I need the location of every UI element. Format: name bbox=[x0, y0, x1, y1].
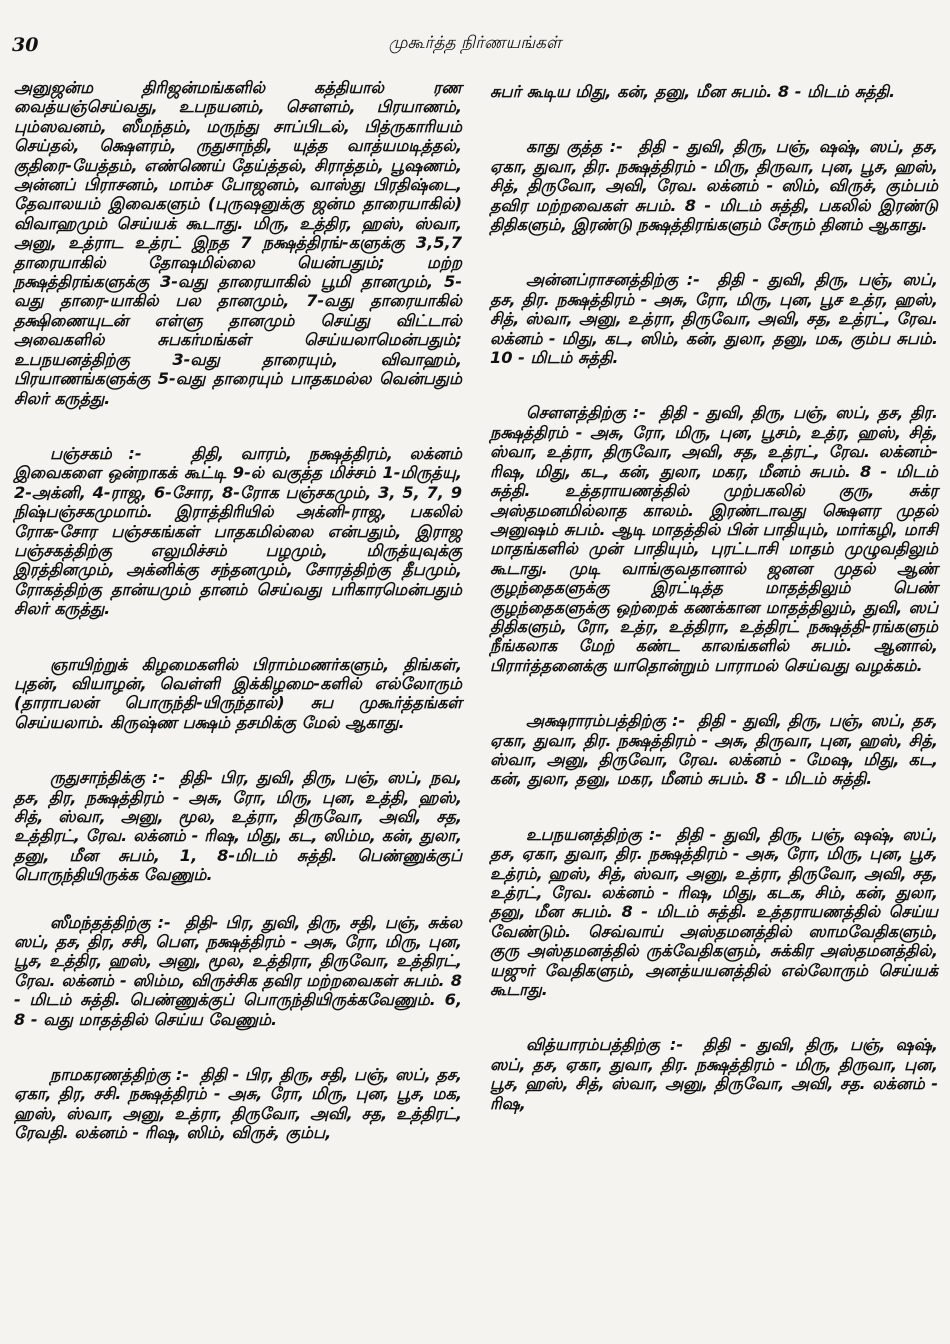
paragraph-aksharaarambam bbox=[490, 711, 938, 789]
paragraph-tara-rules: அனுஜன்ம திரிஜன்மங்களில் கத்தியால் ரண வைத்யஞ்செய்வது, உபநயனம், சௌளம், பிரயாணம், பும்ஸவனம், ஸீமந்தம், மருந்து சாப்பிடல், பித்ருகாரியம் செய்தல், க்ஷௌரம், ருதுசாந்தி, யுத்த வாத்யமடித்தல், குதிரை-யேத்தம், எண்ணெய் தேய்த்தல், சிராத்தம், பூஷணம், அன்னப் பிராசனம், மாம்ச போஜனம், வாஸ்து பிரதிஷ்டை, தேவாலயம் இவைகளும் (புருஷனுக்கு ஜன்ம தாரையாகில்) விவாஹமும் செய்யக் கூடாது. மிரு, உத்திர, ஹஸ், ஸ்வா, அனு, உத்ராட உத்ரட் இநத 7 நக்ஷத்திரங்-களுக்கு 3,5,7 தாரையாகில் தோஷமில்லை யென்பதும்; மற்ற நக்ஷத்திரங்களுக்கு 3-வது தாரையாகில் பூமி தானமும், 5-வது தாரை-யாகில் பல தானமும், 7-வது தாரையாகில் தக்ஷிணையுடன் எள்ளு தானமும் செய்து விட்டால் அவைகளில் சுபகர்மங்கள் செய்யலாமென்பதும்; உபநயனத்திற்கு 3-வது தாரையும், விவாஹம், பிரயாணங்களுக்கு 5-வது தாரையும் பாதகமல்ல வென்பதும் சிலர் கருத்து. bbox=[14, 78, 462, 408]
left-column bbox=[14, 78, 462, 1143]
running-title: முகூர்த்த நிர்ணயங்கள் bbox=[388, 33, 562, 53]
paragraph-namakaranam bbox=[14, 1065, 462, 1143]
paragraph-seemantham bbox=[14, 913, 462, 1029]
paragraph-kaathu-kutha bbox=[490, 137, 938, 234]
section-title-chaulam: சௌளத்திற்கு :- bbox=[526, 403, 646, 423]
section-body-namakaranam: திதி - பிர, திரு, சதி, பஞ், ஸப், தச, ஏகா, திர, சசி. நக்ஷத்திரம் - அசு, ரோ, மிரு, புன, பூச, மக, ஹஸ், ஸ்வா, அனு, உத்ரா, திருவோ, அவி, சத, உத்திரட், ரேவதி. லக்னம் - ரிஷ, ஸிம், விருச், கும்ப, bbox=[14, 1065, 463, 1143]
paragraph-ruthusanthi bbox=[14, 768, 462, 884]
section-title-vidyarambam: வித்யாரம்பத்திற்கு :- bbox=[526, 1035, 684, 1055]
paragraph-continuation: சுபர் கூடிய மிது, கன், தனு, மீன சுபம். 8 - மிடம் சுத்தி. bbox=[490, 82, 896, 101]
page-header bbox=[12, 30, 938, 60]
section-title-namakaranam: நாமகரணத்திற்கு :- bbox=[50, 1065, 190, 1085]
paragraph-annaprasanam bbox=[490, 270, 938, 367]
page-number: 30 bbox=[12, 34, 39, 56]
paragraph-upanayanam bbox=[490, 825, 938, 1000]
paragraph-weekdays: ஞாயிற்றுக் கிழமைகளில் பிராம்மணர்களும், திங்கள், புதன், வியாழன், வெள்ளி இக்கிழமை-களில் எல்லோரும் (தாராபலன் பொருந்தி-யிருந்தால்) சுப முகூர்த்தங்கள் செய்யலாம். கிருஷ்ண பக்ஷம் தசமிக்கு மேல் ஆகாது. bbox=[14, 654, 462, 732]
section-title-ruthusanthi: ருதுசாந்திக்கு :- bbox=[50, 768, 166, 788]
section-body-seemantham: திதி- பிர, துவி, திரு, சதி, பஞ், சுக்ல ஸப், தச, திர, சசி, பௌ, நக்ஷத்திரம் - அசு, ரோ, மிரு, புன, பூச, உத்திர, ஹஸ், அனு, மூல, உத்திரா, திருவோ, உத்திரட், ரேவ. லக்னம் - ஸிம்ம, விருச்சிக தவிர மற்றவைகள் சுபம். 8 - மிடம் சுத்தி. பெண்ணுக்குப் பொருந்தியிருக்கவேணும். 6, 8 - வது மாதத்தில் செய்ய வேணும். bbox=[14, 912, 462, 1029]
section-body-annaprasanam: திதி - துவி, திரு, பஞ், ஸப், தச, திர. நக்ஷத்திரம் - அசு, ரோ, மிரு, புன, பூச உத்ர, ஹஸ், சித், ஸ்வா, அனு, உத்ரா, திருவோ, அவி, சத, உத்ரட், ரேவ. லக்னம் - மிது, கட, ஸிம், கன், துலா, தனு, மக, கும்ப சுபம். 10 - மிடம் சுத்தி. bbox=[490, 270, 938, 368]
paragraph-vidyarambam bbox=[490, 1035, 938, 1113]
section-body-upanayanam: திதி - துவி, திரு, பஞ், ஷஷ், ஸப், தச, ஏகா, துவா, திர. நக்ஷத்திரம் - அசு, ரோ, மிரு, புன, பூச, உத்ரம், ஹஸ், சித், ஸ்வா, அனு, உத்ரா, திருவோ, அவி, சத, உத்ரட், ரேவ. லக்னம் - ரிஷ, மிது, கடக, சிம், கன், துலா, தனு, மீன சுபம். 8 - மிடம் சுத்தி. உத்தராயணத்தில் செய்ய வேண்டும். செவ்வாய் அஸ்தமனத்தில் ஸாமவேதிகளும், குரு அஸ்தமனத்தில் ருக்வேதிகளும், சுக்கிர அஸ்தமனத்தில், யஜுர் வேதிகளும், அனத்யயனத்தில் எல்லோரும் செய்யக் கூடாது. bbox=[490, 824, 938, 1000]
paragraph-panchakam bbox=[14, 444, 462, 619]
paragraph-chaulam bbox=[490, 403, 938, 675]
section-title-seemantham: ஸீமந்தத்திற்கு :- bbox=[50, 912, 171, 932]
section-body-ruthusanthi: திதி- பிர, துவி, திரு, பஞ், ஸப், நவ, தச, திர, நக்ஷத்திரம் - அசு, ரோ, மிரு, புன, உத்தி, ஹஸ், சித், ஸ்வா, அனு, மூல, உத்ரா, திருவோ, அவி, சத, உத்திரட், ரேவ. லக்னம் - ரிஷ, மிது, கட, ஸிம்ம, கன், துலா, தனு, மீன சுபம், 1, 8-மிடம் சுத்தி. பெண்ணுக்குப் பொருந்தியிருக்க வேணும். bbox=[14, 768, 462, 885]
section-title-kaathu-kutha: காது குத்த :- bbox=[526, 137, 623, 157]
section-title-upanayanam: உபநயனத்திற்கு :- bbox=[526, 824, 663, 844]
section-title-aksharaarambam: அக்ஷராரம்பத்திற்கு :- bbox=[526, 711, 686, 731]
section-body-panchakam: திதி, வாரம், நக்ஷத்திரம், லக்னம் இவைகளை ஒன்றாகக் கூட்டி 9-ல் வகுத்த மிச்சம் 1-மிருத்யு, 2-அக்னி, 4-ராஜ, 6-சோர, 8-ரோக பஞ்சகமும், 3, 5, 7, 9 நிஷ்பஞ்சகமுமாம். இராத்திரியில் அக்னி-ராஜ, பகலில் ரோக-சோர பஞ்சகங்கள் பாதகமில்லை என்பதும், இராஜ பஞ்சகத்திற்கு எலுமிச்சம் பழமும், மிருத்யுவுக்கு இரத்தினமும், அக்னிக்கு சந்தனமும், சோரத்திற்கு தீபமும், ரோகத்திற்கு தான்யமும் தானம் செய்வது பரிகாரமென்பதும் சிலர் கருத்து. bbox=[14, 443, 462, 619]
section-title-annaprasanam: அன்னப்ராசனத்திற்கு :- bbox=[526, 270, 700, 290]
section-body-vidyarambam: திதி - துவி, திரு, பஞ், ஷஷ், ஸப், தச, ஏகா, துவா, திர. நக்ஷத்திரம் - மிரு, திருவா, புன, பூச, ஹஸ், சித், ஸ்வா, அனு, திருவோ, அவி, சத. லக்னம் - ரிஷ, bbox=[490, 1035, 938, 1113]
section-body-aksharaarambam: திதி - துவி, திரு, பஞ், ஸப், தச, ஏகா, துவா, திர. நக்ஷத்திரம் - அசு, திருவா, புன, ஹஸ், சித், ஸ்வா, அனு, திருவோ, ரேவ. லக்னம் - மேஷ, மிது, கட, கன், துலா, தனு, மகர, மீனம் சுபம். 8 - மிடம் சுத்தி. bbox=[490, 711, 939, 789]
right-column bbox=[490, 82, 938, 1113]
section-title-panchakam: பஞ்சகம் :- bbox=[50, 443, 142, 463]
section-body-kaathu-kutha: திதி - துவி, திரு, பஞ், ஷஷ், ஸப், தச, ஏகா, துவா, திர. நக்ஷத்திரம் - மிரு, திருவா, புன, பூச, ஹஸ், சித், திருவோ, அவி, ரேவ. லக்னம் - ஸிம், விருச், கும்பம் தவிர மற்றவைகள் சுபம். 8 - மிடம் சுத்தி, பகலில் இரண்டு திதிகளும், இரண்டு நக்ஷத்திரங்களும் சேரும் தினம் ஆகாது. bbox=[490, 137, 938, 235]
section-body-chaulam: திதி - துவி, திரு, பஞ், ஸப், தச, திர. நக்ஷத்திரம் - அசு, ரோ, மிரு, புன, பூசம், உத்ர, ஹஸ், சித், ஸ்வா, உத்ரா, திருவோ, அவி, சத, உத்ரட், ரேவ. லக்னம்-ரிஷ, மிது, கட, கன், துலா, மகர, மீனம் சுபம். 8 - மிடம் சுத்தி. உத்தராயணத்தில் முற்பகலில் குரு, சுக்ர அஸ்தமனமில்லாத காலம். இரண்டாவது க்ஷௌர முதல் அனுஷம் சுபம். ஆடி மாதத்தில் பின் பாதியும், மார்கழி, மாசி மாதங்களில் முன் பாதியும், புரட்டாசி மாதம் முழுவதிலும் கூடாது. முடி வாங்குவதானால் ஜனன முதல் ஆண் குழந்தைகளுக்கு இரட்டித்த மாதத்திலும் பெண் குழந்தைகளுக்கு ஒற்றைக் கணக்கான மாதத்திலும், துவி, ஸப் திதிகளும், ரோ, உத்ர, உத்திரா, உத்திரட் நக்ஷத்தி-ரங்களும் நீங்கலாக மேற் கண்ட காலங்களில் சுபம். ஆனால், பிரார்த்தனைக்கு யாதொன்றும் பாராமல் செய்வது வழக்கம். bbox=[490, 403, 938, 675]
